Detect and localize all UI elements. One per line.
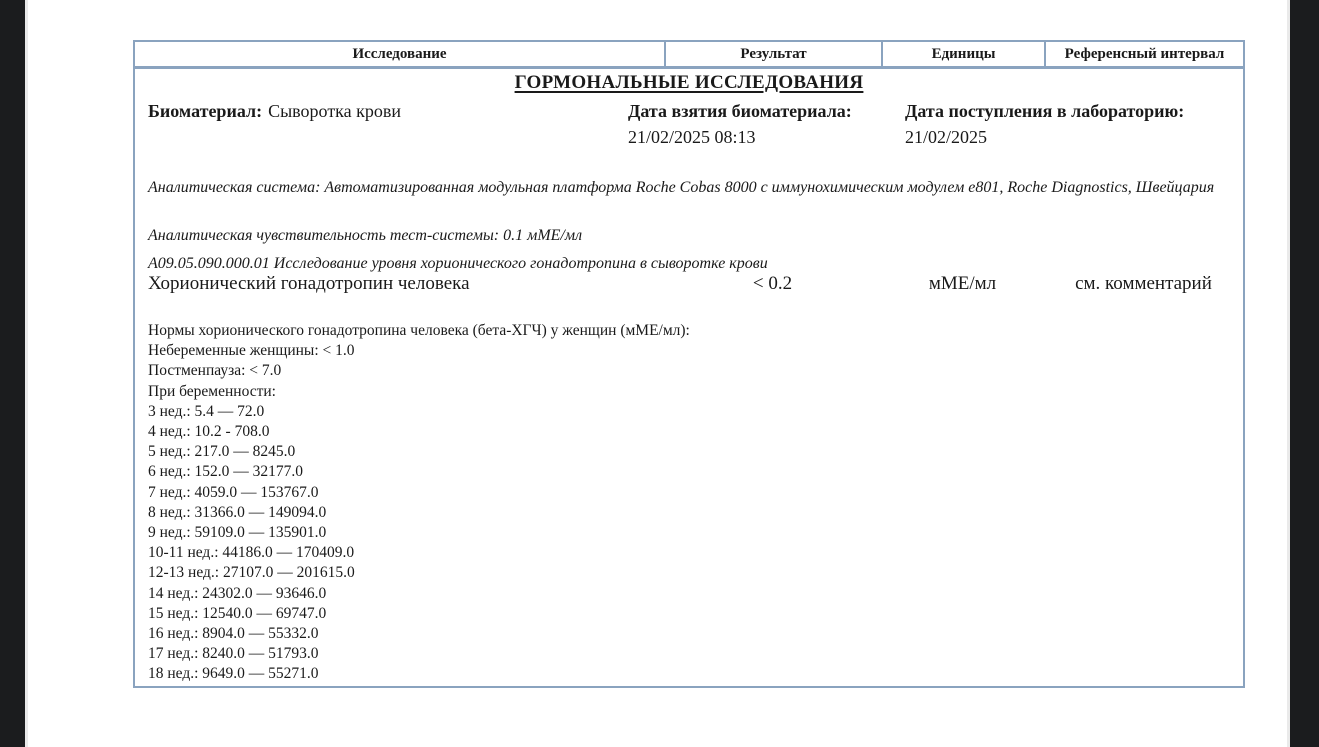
comment-line: 7 нед.: 4059.0 — 153767.0	[148, 483, 319, 501]
test-result: < 0.2	[752, 273, 793, 294]
biomaterial-line	[148, 101, 401, 122]
comment-line: 15 нед.: 12540.0 — 69747.0	[148, 604, 327, 622]
biomaterial-value: Сыворотка крови	[268, 101, 402, 121]
comment-line: 3 нед.: 5.4 — 72.0	[148, 402, 265, 420]
comment-line: 17 нед.: 8240.0 — 51793.0	[148, 645, 319, 663]
comment-line: 5 нед.: 217.0 — 8245.0	[148, 443, 296, 461]
comment-line: 4 нед.: 10.2 - 708.0	[148, 423, 270, 441]
comment-line: 14 нед.: 24302.0 — 93646.0	[148, 584, 327, 602]
received-date-value: 21/02/2025	[905, 127, 988, 147]
comment-line: 9 нед.: 59109.0 — 135901.0	[148, 524, 327, 542]
lab-report-table	[133, 40, 1245, 688]
comment-line: Небеременные женщины: < 1.0	[148, 342, 355, 360]
comment-line: Нормы хорионического гонадотропина человека (бета-ХГЧ) у женщин (мМЕ/мл):	[148, 322, 690, 339]
reference-comment-block	[148, 321, 690, 685]
column-header-study: Исследование	[135, 42, 666, 66]
received-date-label: Дата поступления в лабораторию:	[905, 101, 1185, 121]
test-reference: см. комментарий	[1075, 273, 1212, 294]
section-title: ГОРМОНАЛЬНЫЕ ИССЛЕДОВАНИЯ	[514, 72, 864, 93]
comment-line: 8 нед.: 31366.0 — 149094.0	[148, 503, 327, 521]
column-header-units: Единицы	[883, 42, 1046, 66]
collection-date-value: 21/02/2025 08:13	[628, 127, 756, 147]
biomaterial-label: Биоматериал:	[148, 101, 263, 121]
comment-line: 10-11 нед.: 44186.0 — 170409.0	[148, 544, 355, 562]
comment-line: Постменпауза: < 7.0	[148, 362, 282, 380]
test-name: Хорионический гонадотропин человека	[148, 273, 470, 294]
column-header-result: Результат	[666, 42, 883, 66]
analytical-system-note: Аналитическая система: Автоматизированная модульная платформа Roche Cobas 8000 с иммунохимическим модулем е801, Roche Diagnostics, Швейцария	[148, 179, 1215, 196]
comment-line: 18 нед.: 9649.0 — 55271.0	[148, 665, 319, 683]
table-body	[135, 69, 1243, 683]
service-code-line: А09.05.090.000.01 Исследование уровня хорионического гонадотропина в сыворотке крови	[148, 255, 768, 272]
table-header-row	[135, 42, 1243, 69]
column-header-reference: Референсный интервал	[1064, 46, 1225, 62]
collection-date-label: Дата взятия биоматериала:	[628, 101, 852, 121]
comment-line: 6 нед.: 152.0 — 32177.0	[148, 463, 304, 481]
comment-line: 16 нед.: 8904.0 — 55332.0	[148, 625, 319, 643]
comment-line: 12-13 нед.: 27107.0 — 201615.0	[148, 564, 355, 582]
document-page	[25, 0, 1290, 747]
analytical-sensitivity-note: Аналитическая чувствительность тест-системы: 0.1 мМЕ/мл	[148, 227, 583, 244]
test-units: мМЕ/мл	[928, 273, 997, 294]
comment-line: При беременности:	[148, 382, 276, 400]
